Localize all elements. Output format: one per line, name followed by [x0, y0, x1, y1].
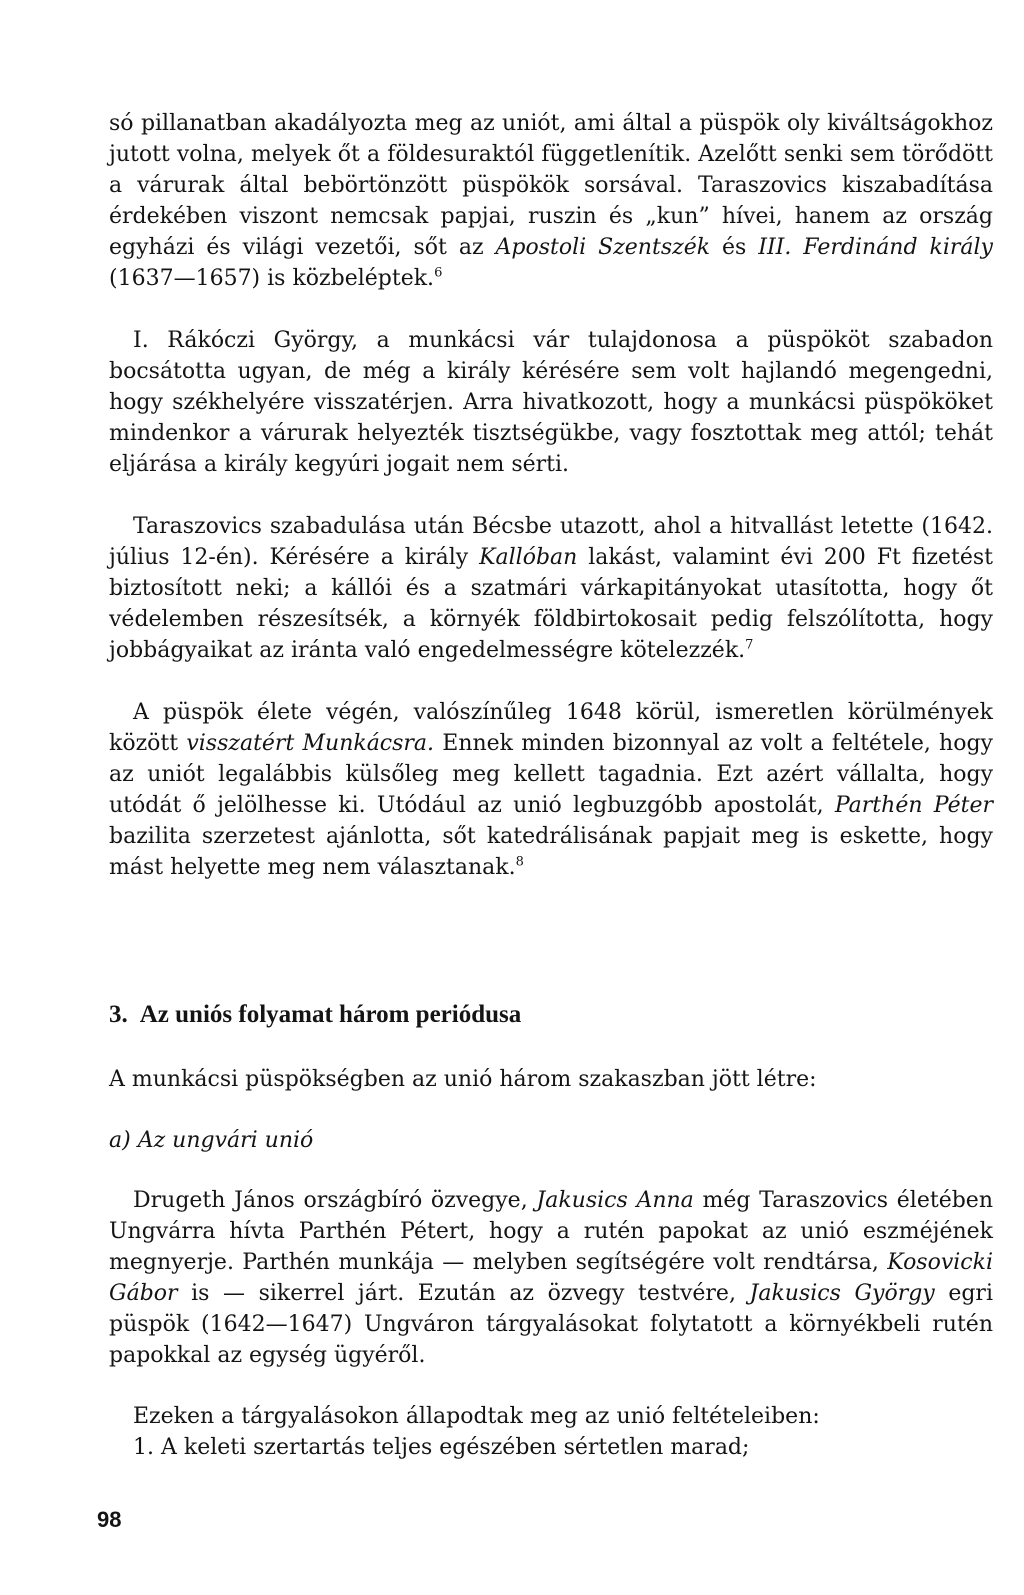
italic-run: III. Ferdinánd király [758, 235, 993, 260]
page-number: 98 [97, 1507, 122, 1532]
paragraph-drugeth [109, 1185, 993, 1371]
text-run: A püspök élete végén, valószínűleg 1648 körül, ismeretlen körülmények között [109, 700, 993, 756]
italic-run: Apostoli Szentszék [495, 235, 711, 260]
text-run: (1637—1657) is közbeléptek. [109, 266, 435, 291]
italic-run: Jakusics Anna [536, 1188, 694, 1213]
text-run: Taraszovics szabadulása után Bécsbe utazott, ahol a hitvallást letette (1642. július 12-én). Kérésére a király [109, 514, 993, 570]
paragraph-taraszovics-release [109, 108, 993, 294]
italic-run: visszatért Munkácsra. [186, 731, 435, 756]
italic-run: Kosovicki Gábor [109, 1250, 993, 1306]
text-run: lakást, valamint évi 200 Ft fizetést biztosított neki; a kállói és a szatmári várkapitányokat utasította, hogy őt védelemben részesítsék, a környék földbirtokosait pedig felszólította, hogy jobbágyaikat az iránta való engedelmességre kötelezzék. [109, 545, 993, 663]
list-item-1: 1. A keleti szertartás teljes egészében sértetlen marad; [133, 1435, 750, 1460]
section-number: 3. [109, 1001, 128, 1028]
text-run: só pillanatban akadályozta meg az uniót, ami által a püspök oly kiváltságokhoz jutott volna, melyek őt a földesuraktól függetlenítik. Azelőtt senki sem törődött a várurak által bebörtönzött püspökök sorsával. Taraszovics kiszabadítása érdekében viszont nemcsak papjai, ruszin és „kun” hívei, hanem az ország egyházi és világi vezetői, sőt az [109, 111, 993, 260]
text-run: még Taraszovics életében Ungvárra hívta Parthén Pétert, hogy a rutén papokat az unió eszméjének megnyerje. Parthén munkája — melyben segítségére volt rendtársa, [109, 1188, 993, 1275]
italic-run: Jakusics György [749, 1281, 935, 1306]
section-intro: A munkácsi püspökségben az unió három szakaszban jött létre: [109, 1067, 817, 1092]
italic-run: Parthén Péter [834, 793, 993, 818]
paragraph-conditions: Ezeken a tárgyalásokon állapodtak meg az unió feltételeiben: [133, 1404, 820, 1429]
paragraph-bishop-end-of-life [109, 697, 993, 883]
text-run: bazilita szerzetest ajánlotta, sőt katedrálisának papjait meg is eskette, hogy mást helyette meg nem választanak. [109, 824, 993, 880]
subheading: a) Az ungvári unió [109, 1128, 314, 1153]
paragraph-vienna [109, 511, 993, 666]
section-title: Az uniós folyamat három periódusa [139, 1001, 522, 1028]
text-run: Ennek minden bizonnyal az volt a feltétele, hogy az uniót legalábbis külsőleg meg kellett tagadnia. Ezt azért vállalta, hogy utódát ő jelölhesse ki. Utódául az unió legbuzgóbb apostolát, [109, 731, 993, 818]
italic-run: Kallóban [479, 545, 578, 570]
footnote-marker: 6 [434, 265, 443, 281]
text-run: Drugeth János országbíró özvegye, [133, 1188, 537, 1213]
text-run: is — sikerrel járt. Ezután az özvegy testvére, [177, 1281, 750, 1306]
footnote-marker: 7 [745, 637, 754, 653]
section-heading [109, 999, 521, 1031]
text-run: egri püspök (1642—1647) Ungváron tárgyalásokat folytatott a környékbeli rutén papokkal az egység ügyéről. [109, 1281, 993, 1368]
footnote-marker: 8 [515, 854, 524, 870]
text-run: és [710, 235, 759, 260]
paragraph-rakoczi: I. Rákóczi György, a munkácsi vár tulajdonosa a püspököt szabadon bocsátotta ugyan, de még a király kérésére sem volt hajlandó megengedni, hogy székhelyére visszatérjen. Arra hivatkozott, hogy a munkácsi püspököket mindenkor a várurak helyezték tisztségükbe, vagy fosztottak meg attól; tehát eljárása a király kegyúri jogait nem sérti. [109, 328, 993, 477]
